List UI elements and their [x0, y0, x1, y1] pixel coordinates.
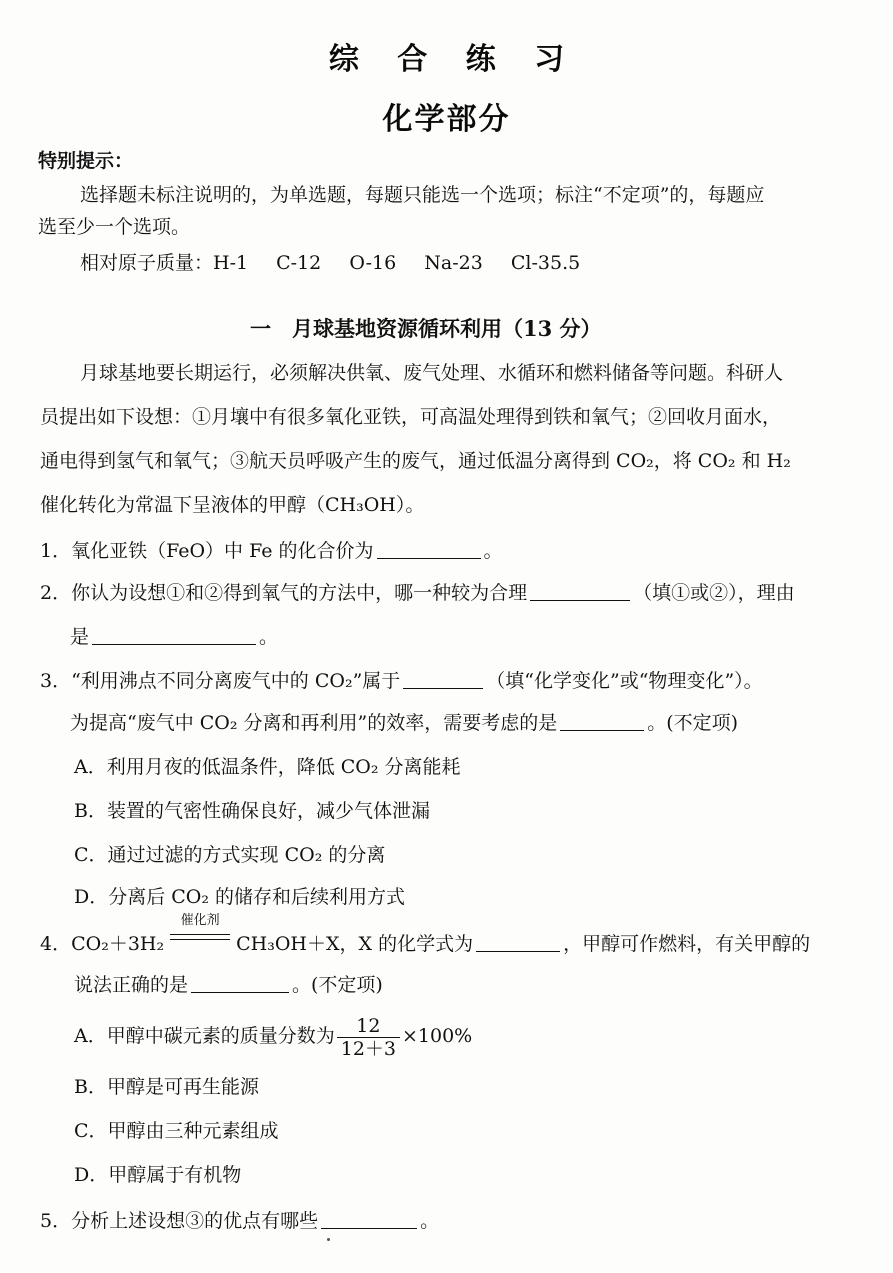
- page-subtitle: 化学部分: [382, 102, 511, 137]
- atomic-mass-cl: Cl-35.5: [510, 252, 581, 274]
- answer-blank-2a[interactable]: [530, 582, 630, 601]
- question-4-line2-end: 。(不定项): [292, 974, 383, 996]
- question-1-end: 。: [483, 540, 503, 562]
- question-2-text: 2．你认为设想①和②得到氧气的方法中，哪一种较为合理: [40, 582, 528, 604]
- intro-line-1: 月球基地要长期运行，必须解决供氧、废气处理、水循环和燃料储备等问题。科研人: [80, 362, 784, 384]
- atomic-mass-c: C-12: [276, 252, 322, 274]
- catalyst-label: 催化剂: [180, 913, 220, 928]
- question-4-option-d: D．甲醇属于有机物: [74, 1164, 242, 1186]
- question-4-mid: ，甲醇可作燃料，有关甲醇的: [563, 933, 811, 955]
- mass-fraction: [337, 1015, 400, 1060]
- question-4-prefix: 4．CO₂＋3H₂: [40, 933, 165, 955]
- question-5-end: 。: [420, 1210, 440, 1232]
- fraction-numerator: 12: [337, 1015, 400, 1038]
- atomic-mass-row: [80, 250, 580, 276]
- section-title: 一 月球基地资源循环利用（13 分）: [250, 316, 602, 341]
- question-2: [40, 580, 795, 606]
- scan-dot: [327, 1238, 330, 1241]
- intro-line-3: 通电得到氢气和氧气；③航天员呼吸产生的废气，通过低温分离得到 CO₂，将 CO₂ 和 H₂: [40, 450, 791, 472]
- question-3: [40, 668, 763, 694]
- answer-blank-4b[interactable]: [191, 974, 289, 993]
- question-3-option-b: B．装置的气密性确保良好，减少气体泄漏: [74, 800, 430, 822]
- answer-blank-3a[interactable]: [403, 670, 483, 689]
- question-4: [40, 913, 811, 957]
- question-4-products: CH₃OH＋X，X 的化学式为: [236, 933, 474, 955]
- question-2-line-2: [70, 624, 278, 650]
- question-3-line2-end: 。(不定项): [647, 712, 739, 734]
- fraction-denominator: 12＋3: [340, 1037, 396, 1060]
- question-1-text: 1．氧化亚铁（FeO）中 Fe 的化合价为: [40, 540, 374, 562]
- question-5: [40, 1208, 439, 1234]
- intro-line-4: 催化转化为常温下呈液体的甲醇（CH₃OH）。: [40, 494, 425, 516]
- notice-heading: 特别提示：: [38, 150, 134, 172]
- question-2-end: 。: [259, 626, 279, 648]
- question-4-option-a-text: A．甲醇中碳元素的质量分数为: [74, 1025, 335, 1047]
- answer-blank-5[interactable]: [321, 1210, 417, 1229]
- question-5-text: 5．分析上述设想③的优点有哪些: [40, 1210, 319, 1232]
- question-2-line2-text: 是: [70, 626, 90, 648]
- notice-line-1: 选择题未标注说明的，为单选题，每题只能选一个选项；标注“不定项”的，每题应: [80, 184, 765, 206]
- atomic-mass-o: O-16: [349, 252, 397, 274]
- page-title: 综 合 练 习: [328, 42, 579, 77]
- question-3-option-d: D．分离后 CO₂ 的储存和后续利用方式: [74, 886, 406, 908]
- answer-blank-2b[interactable]: [92, 626, 256, 645]
- answer-blank-1[interactable]: [377, 540, 481, 559]
- question-4-option-a-suffix: ×100%: [402, 1025, 473, 1047]
- question-4-option-c: C．甲醇由三种元素组成: [74, 1120, 279, 1142]
- catalyst-arrow: [170, 913, 230, 954]
- question-1: [40, 538, 503, 564]
- question-3-line-2: [70, 710, 738, 736]
- answer-blank-4a[interactable]: [476, 933, 560, 952]
- atomic-mass-na: Na-23: [424, 252, 483, 274]
- question-3-mid: （填“化学变化”或“物理变化”）。: [486, 670, 763, 692]
- question-4-line-2: [74, 972, 383, 998]
- atomic-mass-label: 相对原子质量：: [80, 252, 214, 274]
- notice-line-2: 选至少一个选项。: [38, 216, 191, 238]
- question-3-option-a: A．利用月夜的低温条件，降低 CO₂ 分离能耗: [74, 756, 461, 778]
- question-4-line2-text: 说法正确的是: [74, 974, 189, 996]
- question-4-option-a: [74, 1012, 472, 1060]
- question-3-text: 3．“利用沸点不同分离废气中的 CO₂”属于: [40, 670, 401, 692]
- question-4-option-b: B．甲醇是可再生能源: [74, 1076, 259, 1098]
- question-3-option-c: C．通过过滤的方式实现 CO₂ 的分离: [74, 844, 386, 866]
- atomic-mass-h: H-1: [213, 252, 249, 274]
- question-2-mid: （填①或②），理由: [633, 582, 795, 604]
- intro-line-2: 员提出如下设想：①月壤中有很多氧化亚铁，可高温处理得到铁和氧气；②回收月面水，: [40, 406, 782, 428]
- question-3-line2-text: 为提高“废气中 CO₂ 分离和再利用”的效率，需要考虑的是: [70, 712, 558, 734]
- answer-blank-3b[interactable]: [560, 712, 644, 731]
